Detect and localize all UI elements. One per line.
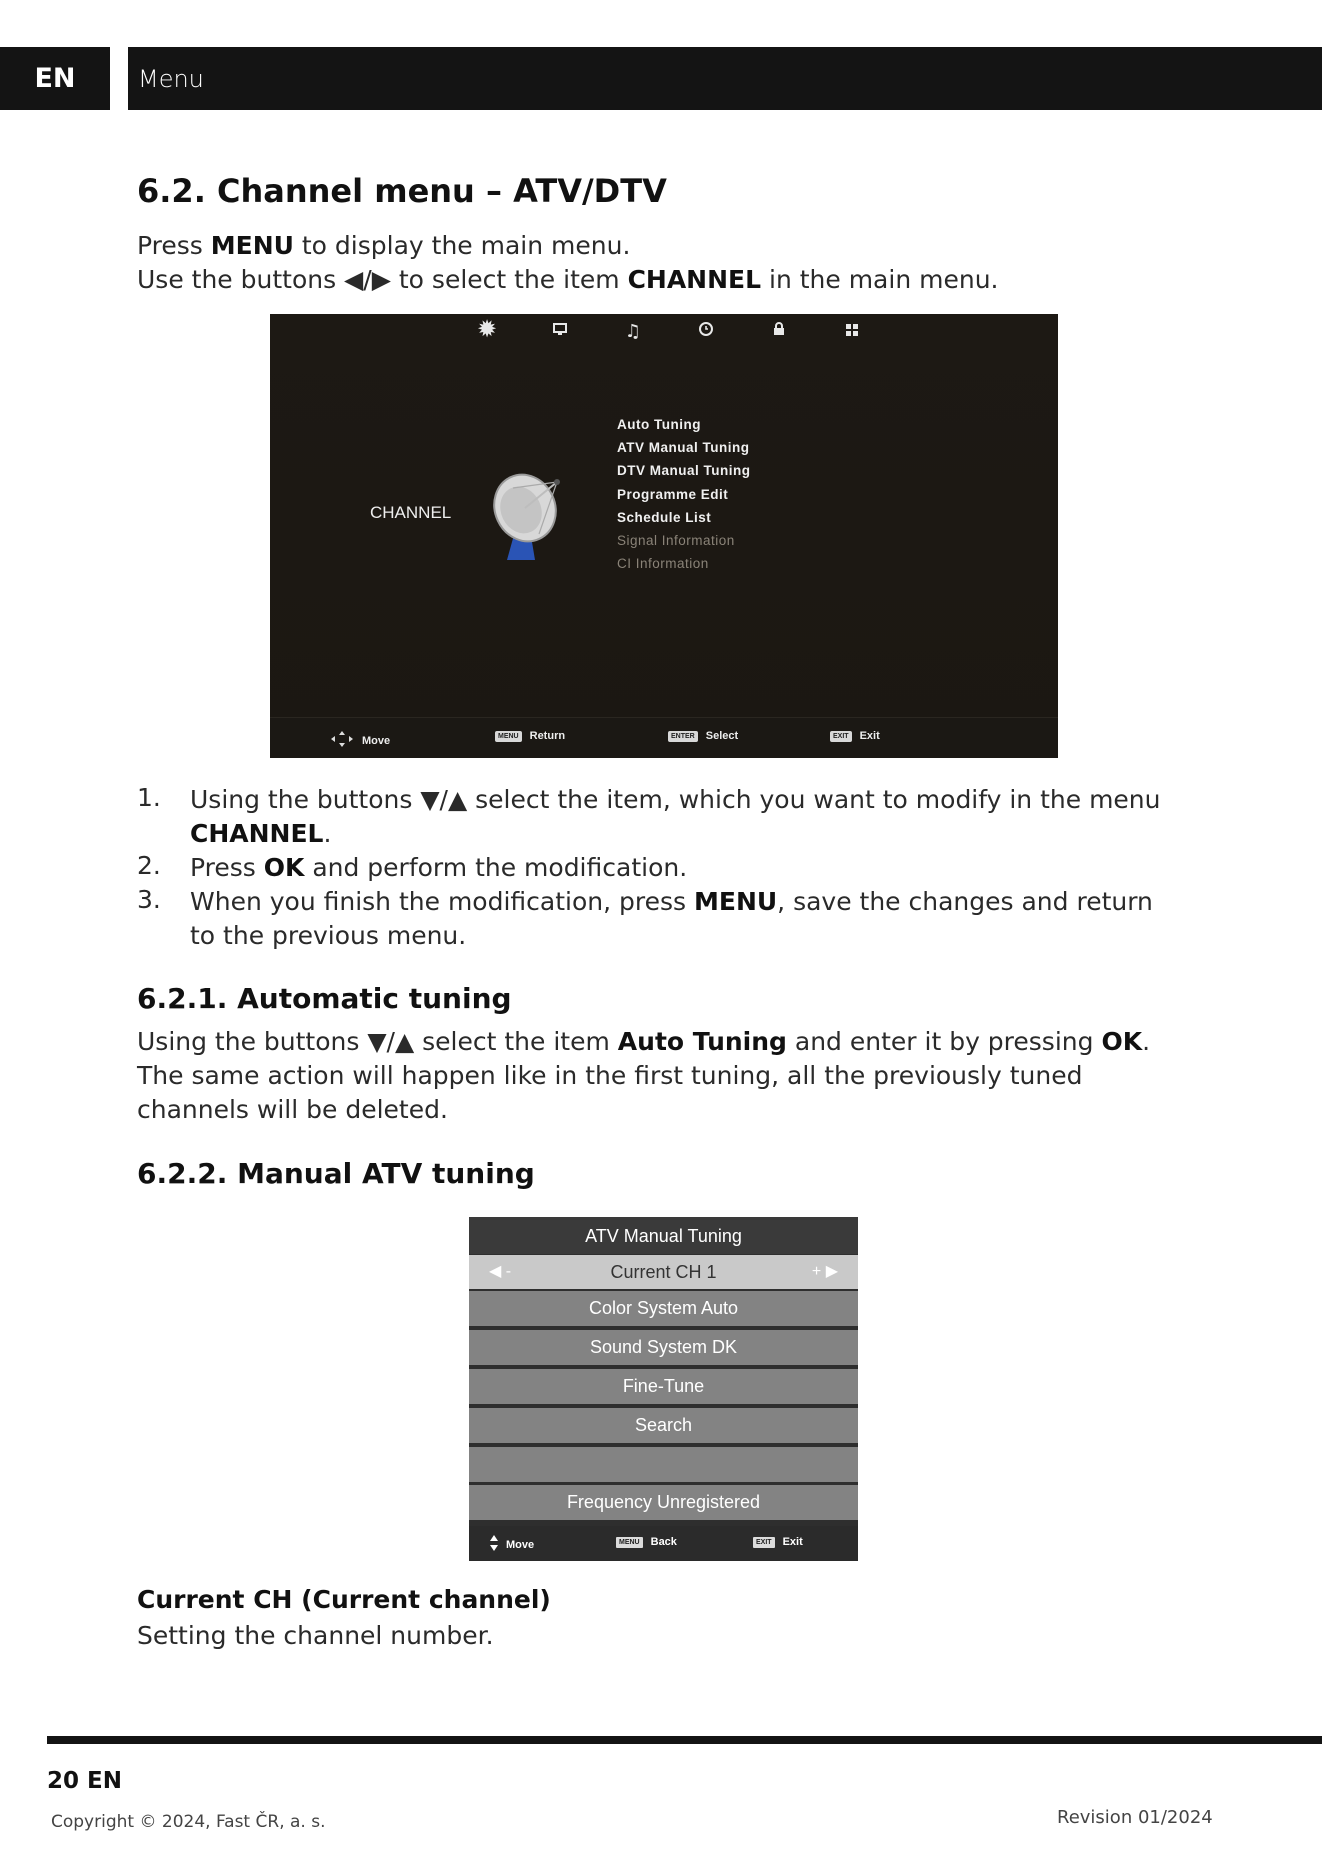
paragraph-automatic-tuning: Using the buttons ▼/▲ select the item Auto Tuning and enter it by pressing OK. The same action will happen like in the first tuning, all the previously tuned channels will be deleted. [137,1027,1151,1124]
enter-key-icon: ENTER [668,731,698,742]
step-text: Press OK and perform the modification. [190,853,688,882]
step-text: When you finish the modification, press MENU, save the changes and return to the previous menu. [190,887,1153,950]
hint-exit: EXIT Exit [753,1536,803,1548]
atv-item-fine-tune[interactable]: Fine-Tune [469,1369,858,1404]
menu-item-dtv-manual-tuning[interactable]: DTV Manual Tuning [617,463,751,479]
clock-icon [694,320,718,344]
section-header [128,47,1322,110]
step-number: 2. [137,851,161,880]
tv-footer-hints [270,717,1058,758]
dpad-icon [330,730,354,751]
menu-item-programme-edit[interactable]: Programme Edit [617,486,729,502]
hint-move: Move [489,1534,534,1555]
atv-manual-tuning-screenshot [469,1217,858,1561]
step-text: Using the buttons ▼/▲ select the item, which you want to modify in the menu CHANNEL. [190,785,1161,848]
grid-icon [840,320,864,344]
menu-key-icon: MENU [495,731,522,742]
tv-top-icon-bar [270,314,1058,350]
decrease-arrow-icon[interactable]: ◀ - [489,1263,512,1280]
menu-item-ci-information: CI Information [617,556,709,572]
lock-icon [767,320,791,344]
paragraph-use-buttons: Use the buttons ◀/▶ to select the item CHANNEL in the main menu. [137,265,999,294]
monitor-icon [548,320,572,344]
gear-icon: ✹ [476,315,498,343]
step-number: 3. [137,885,161,914]
hint-return: MENU Return [495,730,565,742]
tv-channel-menu-screenshot [270,314,1058,758]
menu-key-icon: MENU [616,1537,643,1548]
exit-key-icon: EXIT [830,731,852,742]
footer-rule [47,1736,1322,1744]
exit-key-icon: EXIT [753,1537,775,1548]
atv-item-search[interactable]: Search [469,1408,858,1443]
hint-move: Move [330,730,390,751]
increase-arrow-icon[interactable]: + ▶ [811,1263,838,1280]
heading-current-ch: Current CH (Current channel) [137,1585,551,1614]
atv-item-sound-system[interactable]: Sound System DK [469,1330,858,1365]
hint-exit: EXIT Exit [830,730,880,742]
atv-menu-title: ATV Manual Tuning [469,1217,858,1254]
hint-select: ENTER Select [668,730,738,742]
up-down-arrows-icon [489,1534,499,1555]
atv-footer-hints [469,1526,858,1561]
menu-item-atv-manual-tuning[interactable]: ATV Manual Tuning [617,440,750,456]
atv-item-color-system[interactable]: Color System Auto [469,1291,858,1326]
satellite-dish-icon [485,464,575,568]
step-number: 1. [137,783,161,812]
paragraph-press-menu: Press MENU to display the main menu. [137,231,631,260]
copyright: Copyright © 2024, Fast ČR, a. s. [51,1812,326,1832]
atv-item-current-ch[interactable]: ◀ - Current CH 1 + ▶ [469,1255,858,1289]
music-note-icon: ♫ [624,321,642,342]
atv-item-empty [469,1447,858,1482]
menu-item-schedule-list[interactable]: Schedule List [617,509,712,525]
section-header-label: Menu [138,64,204,93]
menu-item-signal-information: Signal Information [617,532,735,548]
paragraph-current-ch: Setting the channel number. [137,1621,494,1650]
menu-item-auto-tuning[interactable]: Auto Tuning [617,417,701,432]
language-badge: EN [0,47,110,110]
hint-back: MENU Back [616,1536,677,1548]
atv-item-frequency: Frequency Unregistered [469,1485,858,1520]
heading-6-2-1: 6.2.1. Automatic tuning [137,982,512,1015]
heading-6-2: 6.2. Channel menu – ATV/DTV [137,172,667,210]
channel-menu-list [617,413,751,575]
heading-6-2-2: 6.2.2. Manual ATV tuning [137,1157,535,1190]
channel-category-label: CHANNEL [370,503,452,522]
revision: Revision 01/2024 [1057,1807,1213,1828]
page-number: 20 EN [47,1768,122,1794]
